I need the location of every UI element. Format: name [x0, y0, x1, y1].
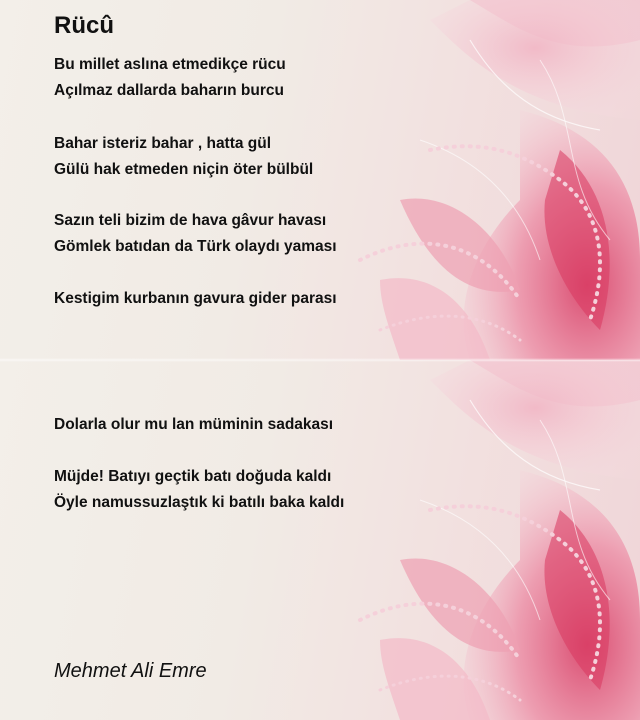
poem-line: Öyle namussuzlaştık ki batılı baka kaldı — [54, 494, 345, 511]
poem-author: Mehmet Ali Emre — [54, 660, 207, 682]
poem-line: Bahar isteriz bahar , hatta gül — [54, 135, 272, 152]
panel-seam — [0, 358, 640, 362]
poem-line: Dolarla olur mu lan müminin sadakası — [54, 416, 334, 433]
poem-line: Sazın teli bizim de hava gâvur havası — [54, 212, 327, 229]
poem-title: Rücû — [54, 12, 114, 39]
poem-line: Gömlek batıdan da Türk olaydı yaması — [54, 238, 337, 255]
poem-line: Bu millet aslına etmedikçe rücu — [54, 56, 286, 73]
poem-line: Kestigim kurbanın gavura gider parası — [54, 290, 337, 307]
poem-line: Gülü hak etmeden niçin öter bülbül — [54, 161, 314, 178]
poem-line: Müjde! Batıyı geçtik batı doğuda kaldı — [54, 468, 332, 485]
poem-line: Açılmaz dallarda baharın burcu — [54, 82, 284, 99]
